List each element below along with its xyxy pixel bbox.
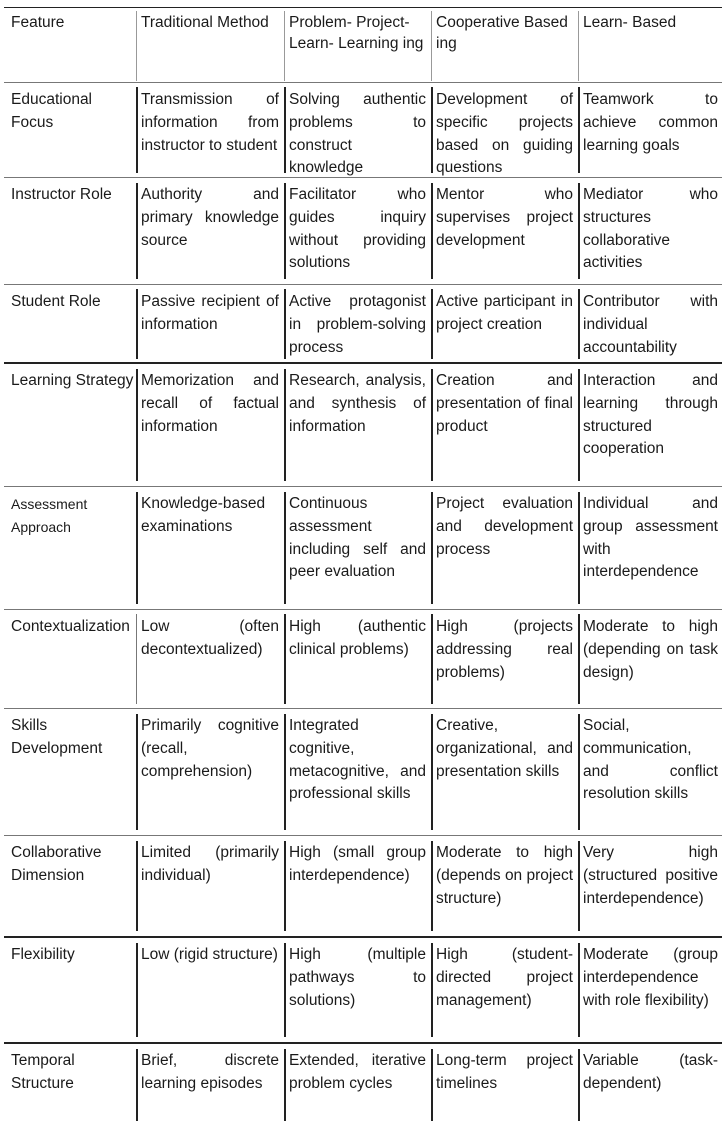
header-problem-based: Problem- Project- Learn- Learning ing (289, 14, 424, 52)
table-row (4, 178, 722, 285)
column-divider (284, 11, 285, 81)
row-feature: Instructor Role (11, 186, 112, 203)
column-divider (431, 369, 433, 481)
comparison-table (4, 7, 722, 1124)
column-divider (136, 369, 138, 481)
column-divider (284, 841, 286, 931)
column-divider (431, 492, 433, 604)
cell-traditional: Passive recipient of information (141, 293, 279, 333)
cell-cooperative: Contributor with individual accountability (583, 293, 718, 356)
cell-traditional: Low (rigid structure) (141, 946, 278, 963)
column-divider (284, 289, 286, 359)
cell-traditional: Transmission of information from instructor to student (141, 91, 279, 154)
cell-project-based: Creative, organizational, and presentation skills (436, 717, 573, 780)
header-cooperative: Learn- Based (583, 14, 677, 31)
cell-problem-based: Integrated cognitive, metacognitive, and professional skills (289, 717, 426, 803)
column-divider (136, 1049, 138, 1121)
cell-problem-based: High (small group interdependence) (289, 844, 426, 884)
column-divider (431, 714, 433, 830)
cell-project-based: Mentor who supervises project development (436, 186, 573, 249)
column-divider (578, 841, 580, 931)
column-divider (578, 369, 580, 481)
table-row (4, 938, 722, 1044)
table-row (4, 610, 722, 709)
column-divider (136, 943, 138, 1037)
column-divider (578, 11, 579, 81)
cell-project-based: Long-term project timelines (436, 1052, 573, 1092)
column-divider (431, 841, 433, 931)
column-divider (431, 289, 433, 359)
cell-problem-based: Solving authentic problems to construct knowledge (289, 91, 426, 177)
column-divider (578, 87, 580, 173)
column-divider (578, 289, 580, 359)
cell-cooperative: Interaction and learning through structured cooperation (583, 372, 718, 458)
cell-project-based: Active participant in project creation (436, 293, 573, 333)
cell-cooperative: Mediator who structures collaborative activities (583, 186, 718, 272)
column-divider (431, 943, 433, 1037)
column-divider (136, 11, 137, 81)
column-divider (431, 11, 432, 81)
cell-cooperative: Individual and group assessment with interdependence (583, 495, 718, 581)
row-feature: Educational Focus (11, 91, 93, 131)
column-divider (284, 714, 286, 830)
table-header-row (4, 8, 722, 83)
header-traditional: Traditional Method (141, 14, 269, 31)
cell-project-based: Creation and presentation of final product (436, 372, 573, 435)
cell-traditional: Authority and primary knowledge source (141, 186, 279, 249)
cell-project-based: High (projects addressing real problems) (436, 618, 573, 681)
cell-traditional: Primarily cognitive (recall, comprehension) (141, 717, 279, 780)
table-row (4, 83, 722, 178)
column-divider (578, 714, 580, 830)
column-divider (284, 614, 286, 704)
cell-cooperative: Social, communication, and conflict resolution skills (583, 717, 718, 803)
row-feature: Flexibility (11, 946, 75, 963)
column-divider (284, 492, 286, 604)
cell-problem-based: Continuous assessment including self and peer evaluation (289, 495, 426, 581)
cell-traditional: Memorization and recall of factual information (141, 372, 279, 435)
row-feature: Learning Strategy (11, 372, 134, 389)
row-feature: Student Role (11, 293, 101, 310)
column-divider (578, 614, 580, 704)
row-feature: Collaborative Dimension (11, 844, 102, 884)
cell-project-based: Moderate to high (depends on project structure) (436, 844, 574, 907)
column-divider (136, 492, 138, 604)
column-divider (284, 943, 286, 1037)
row-feature: Temporal Structure (11, 1052, 75, 1092)
table-row (4, 364, 722, 487)
row-feature: Assessment Approach (11, 496, 88, 535)
header-project-based: Cooperative Based ing (436, 14, 568, 52)
cell-cooperative: Moderate to high (depending on task design) (583, 618, 718, 681)
table-row (4, 487, 722, 610)
column-divider (136, 841, 138, 931)
cell-project-based: Development of specific projects based on guiding questions (436, 91, 573, 177)
column-divider (284, 1049, 286, 1121)
column-divider (431, 183, 433, 279)
cell-problem-based: Active protagonist in problem-solving process (289, 293, 426, 356)
table-row (4, 285, 722, 364)
cell-cooperative: Moderate (group interdependence with role flexibility) (583, 946, 718, 1009)
cell-cooperative: Very high (structured positive interdependence) (583, 844, 718, 907)
column-divider (431, 1049, 433, 1121)
cell-problem-based: Facilitator who guides inquiry without providing solutions (289, 186, 426, 272)
column-divider (136, 714, 138, 830)
row-feature: Skills Development (11, 717, 103, 757)
column-divider (136, 289, 138, 359)
cell-problem-based: High (multiple pathways to solutions) (289, 946, 426, 1009)
cell-cooperative: Teamwork to achieve common learning goals (583, 91, 718, 154)
cell-project-based: High (student-directed project management) (436, 946, 573, 1009)
cell-cooperative: Variable (task-dependent) (583, 1052, 718, 1092)
header-feature: Feature (11, 14, 65, 31)
column-divider (136, 183, 138, 279)
column-divider (578, 183, 580, 279)
cell-project-based: Project evaluation and development process (436, 495, 573, 558)
cell-problem-based: Extended, iterative problem cycles (289, 1052, 426, 1092)
cell-traditional: Knowledge-based examinations (141, 495, 266, 535)
table-row (4, 709, 722, 836)
table-row (4, 1044, 722, 1124)
cell-traditional: Limited (primarily individual) (141, 844, 279, 884)
column-divider (136, 614, 137, 704)
column-divider (136, 87, 138, 173)
cell-traditional: Low (often decontextualized) (141, 618, 279, 658)
column-divider (284, 183, 286, 279)
table-row (4, 836, 722, 938)
cell-traditional: Brief, discrete learning episodes (141, 1052, 279, 1092)
column-divider (578, 492, 580, 604)
row-feature: Contextualization (11, 618, 130, 635)
column-divider (431, 614, 433, 704)
column-divider (578, 943, 580, 1037)
cell-problem-based: Research, analysis, and synthesis of information (289, 372, 426, 435)
cell-problem-based: High (authentic clinical problems) (289, 618, 426, 658)
column-divider (578, 1049, 580, 1121)
column-divider (284, 87, 286, 173)
column-divider (284, 369, 286, 481)
column-divider (431, 87, 433, 173)
